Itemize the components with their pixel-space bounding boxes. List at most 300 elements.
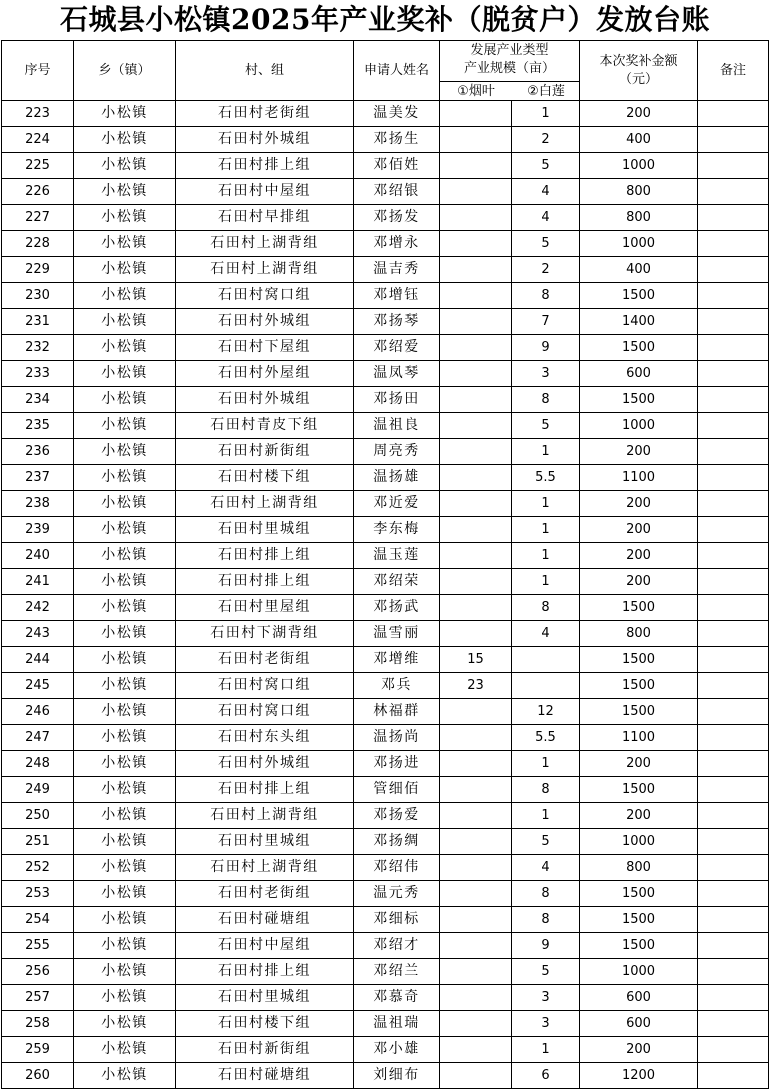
cell-tobacco-acreage xyxy=(440,439,512,465)
cell-seq: 256 xyxy=(2,959,74,985)
cell-amount: 200 xyxy=(580,543,698,569)
cell-town: 小松镇 xyxy=(74,361,176,387)
cell-village: 石田村里城组 xyxy=(176,517,354,543)
cell-lotus-acreage: 4 xyxy=(512,855,580,881)
cell-town: 小松镇 xyxy=(74,413,176,439)
cell-lotus-acreage: 8 xyxy=(512,777,580,803)
page-title: 石城县小松镇2025年产业奖补（脱贫户）发放台账 xyxy=(60,3,710,36)
cell-lotus-acreage: 1 xyxy=(512,1037,580,1063)
cell-amount: 200 xyxy=(580,751,698,777)
cell-village: 石田村青皮下组 xyxy=(176,413,354,439)
cell-amount: 1500 xyxy=(580,933,698,959)
cell-applicant-name: 温扬雄 xyxy=(354,465,440,491)
cell-village: 石田村上湖背组 xyxy=(176,855,354,881)
cell-applicant-name: 邓慕奇 xyxy=(354,985,440,1011)
cell-village: 石田村上湖背组 xyxy=(176,491,354,517)
cell-seq: 247 xyxy=(2,725,74,751)
cell-lotus-acreage: 3 xyxy=(512,985,580,1011)
cell-tobacco-acreage xyxy=(440,777,512,803)
cell-seq: 244 xyxy=(2,647,74,673)
cell-applicant-name: 邓绍荣 xyxy=(354,569,440,595)
cell-amount: 400 xyxy=(580,127,698,153)
cell-applicant-name: 邓绍兰 xyxy=(354,959,440,985)
cell-amount: 600 xyxy=(580,985,698,1011)
cell-applicant-name: 周亮秀 xyxy=(354,439,440,465)
cell-town: 小松镇 xyxy=(74,309,176,335)
cell-lotus-acreage: 2 xyxy=(512,257,580,283)
cell-lotus-acreage: 3 xyxy=(512,361,580,387)
cell-lotus-acreage xyxy=(512,673,580,699)
cell-remark xyxy=(698,543,769,569)
cell-seq: 227 xyxy=(2,205,74,231)
cell-seq: 224 xyxy=(2,127,74,153)
table-row xyxy=(2,673,769,699)
cell-amount: 1500 xyxy=(580,881,698,907)
cell-town: 小松镇 xyxy=(74,205,176,231)
cell-town: 小松镇 xyxy=(74,933,176,959)
cell-village: 石田村窝口组 xyxy=(176,673,354,699)
cell-village: 石田村老街组 xyxy=(176,647,354,673)
cell-applicant-name: 邓兵 xyxy=(354,673,440,699)
cell-tobacco-acreage xyxy=(440,257,512,283)
cell-tobacco-acreage xyxy=(440,465,512,491)
cell-amount: 1500 xyxy=(580,647,698,673)
table-row xyxy=(2,933,769,959)
cell-seq: 246 xyxy=(2,699,74,725)
cell-amount: 1400 xyxy=(580,309,698,335)
cell-town: 小松镇 xyxy=(74,283,176,309)
cell-seq: 236 xyxy=(2,439,74,465)
cell-remark xyxy=(698,1011,769,1037)
cell-town: 小松镇 xyxy=(74,699,176,725)
cell-tobacco-acreage xyxy=(440,101,512,127)
cell-lotus-acreage: 9 xyxy=(512,335,580,361)
cell-tobacco-acreage xyxy=(440,907,512,933)
cell-village: 石田村排上组 xyxy=(176,153,354,179)
cell-remark xyxy=(698,751,769,777)
cell-village: 石田村上湖背组 xyxy=(176,803,354,829)
cell-seq: 240 xyxy=(2,543,74,569)
table-row xyxy=(2,595,769,621)
cell-remark xyxy=(698,933,769,959)
cell-remark xyxy=(698,777,769,803)
cell-remark xyxy=(698,1037,769,1063)
cell-remark xyxy=(698,907,769,933)
cell-town: 小松镇 xyxy=(74,179,176,205)
cell-applicant-name: 刘细布 xyxy=(354,1063,440,1089)
cell-town: 小松镇 xyxy=(74,725,176,751)
cell-amount: 800 xyxy=(580,205,698,231)
cell-applicant-name: 温扬尚 xyxy=(354,725,440,751)
cell-applicant-name: 林福群 xyxy=(354,699,440,725)
cell-applicant-name: 邓扬发 xyxy=(354,205,440,231)
cell-tobacco-acreage xyxy=(440,595,512,621)
table-row xyxy=(2,725,769,751)
cell-village: 石田村新街组 xyxy=(176,439,354,465)
cell-village: 石田村外屋组 xyxy=(176,361,354,387)
cell-village: 石田村下湖背组 xyxy=(176,621,354,647)
cell-seq: 258 xyxy=(2,1011,74,1037)
cell-applicant-name: 温凤琴 xyxy=(354,361,440,387)
table-row xyxy=(2,127,769,153)
table-header-row xyxy=(2,41,769,101)
cell-tobacco-acreage xyxy=(440,881,512,907)
cell-seq: 233 xyxy=(2,361,74,387)
cell-seq: 251 xyxy=(2,829,74,855)
cell-town: 小松镇 xyxy=(74,595,176,621)
cell-seq: 231 xyxy=(2,309,74,335)
cell-lotus-acreage: 5.5 xyxy=(512,465,580,491)
cell-applicant-name: 邓扬田 xyxy=(354,387,440,413)
table-row xyxy=(2,257,769,283)
cell-applicant-name: 邓绍伟 xyxy=(354,855,440,881)
cell-lotus-acreage: 8 xyxy=(512,907,580,933)
table-row xyxy=(2,881,769,907)
cell-seq: 243 xyxy=(2,621,74,647)
cell-remark xyxy=(698,387,769,413)
cell-remark xyxy=(698,153,769,179)
cell-village: 石田村东头组 xyxy=(176,725,354,751)
cell-lotus-acreage: 4 xyxy=(512,621,580,647)
cell-tobacco-acreage xyxy=(440,803,512,829)
cell-town: 小松镇 xyxy=(74,491,176,517)
cell-lotus-acreage: 8 xyxy=(512,595,580,621)
cell-amount: 1200 xyxy=(580,1063,698,1089)
cell-town: 小松镇 xyxy=(74,257,176,283)
cell-applicant-name: 温祖良 xyxy=(354,413,440,439)
cell-tobacco-acreage xyxy=(440,621,512,647)
cell-tobacco-acreage xyxy=(440,829,512,855)
cell-village: 石田村外城组 xyxy=(176,387,354,413)
cell-lotus-acreage: 1 xyxy=(512,517,580,543)
table-row xyxy=(2,335,769,361)
cell-applicant-name: 温吉秀 xyxy=(354,257,440,283)
cell-tobacco-acreage xyxy=(440,1011,512,1037)
cell-applicant-name: 邓扬武 xyxy=(354,595,440,621)
cell-amount: 1500 xyxy=(580,777,698,803)
cell-amount: 1500 xyxy=(580,673,698,699)
cell-village: 石田村老街组 xyxy=(176,881,354,907)
table-row xyxy=(2,569,769,595)
cell-applicant-name: 邓增维 xyxy=(354,647,440,673)
cell-tobacco-acreage xyxy=(440,959,512,985)
cell-applicant-name: 李东梅 xyxy=(354,517,440,543)
cell-tobacco-acreage xyxy=(440,309,512,335)
cell-amount: 200 xyxy=(580,569,698,595)
cell-village: 石田村早排组 xyxy=(176,205,354,231)
table-row xyxy=(2,179,769,205)
cell-town: 小松镇 xyxy=(74,517,176,543)
cell-town: 小松镇 xyxy=(74,959,176,985)
cell-village: 石田村窝口组 xyxy=(176,283,354,309)
cell-village: 石田村里城组 xyxy=(176,829,354,855)
table-row xyxy=(2,959,769,985)
cell-town: 小松镇 xyxy=(74,985,176,1011)
cell-amount: 200 xyxy=(580,803,698,829)
table-row xyxy=(2,491,769,517)
cell-applicant-name: 温元秀 xyxy=(354,881,440,907)
cell-seq: 232 xyxy=(2,335,74,361)
cell-tobacco-acreage xyxy=(440,517,512,543)
cell-amount: 800 xyxy=(580,855,698,881)
cell-lotus-acreage: 5 xyxy=(512,153,580,179)
cell-applicant-name: 邓小雄 xyxy=(354,1037,440,1063)
header-industry-scale: 产业规模（亩） xyxy=(463,61,555,76)
cell-town: 小松镇 xyxy=(74,621,176,647)
cell-tobacco-acreage xyxy=(440,283,512,309)
cell-tobacco-acreage xyxy=(440,751,512,777)
cell-amount: 400 xyxy=(580,257,698,283)
cell-town: 小松镇 xyxy=(74,101,176,127)
cell-town: 小松镇 xyxy=(74,777,176,803)
cell-lotus-acreage: 5 xyxy=(512,413,580,439)
cell-seq: 229 xyxy=(2,257,74,283)
cell-amount: 200 xyxy=(580,439,698,465)
cell-lotus-acreage: 6 xyxy=(512,1063,580,1089)
cell-tobacco-acreage xyxy=(440,725,512,751)
table-row xyxy=(2,283,769,309)
header-lotus: ②白莲 xyxy=(527,84,565,99)
cell-applicant-name: 温玉莲 xyxy=(354,543,440,569)
cell-lotus-acreage: 4 xyxy=(512,205,580,231)
table-row xyxy=(2,1037,769,1063)
cell-town: 小松镇 xyxy=(74,881,176,907)
cell-seq: 245 xyxy=(2,673,74,699)
cell-applicant-name: 温祖瑞 xyxy=(354,1011,440,1037)
cell-applicant-name: 邓增钰 xyxy=(354,283,440,309)
cell-tobacco-acreage xyxy=(440,361,512,387)
table-row xyxy=(2,751,769,777)
cell-town: 小松镇 xyxy=(74,751,176,777)
table-row xyxy=(2,777,769,803)
table-row xyxy=(2,855,769,881)
cell-village: 石田村外城组 xyxy=(176,309,354,335)
cell-village: 石田村中屋组 xyxy=(176,933,354,959)
cell-remark xyxy=(698,881,769,907)
cell-seq: 226 xyxy=(2,179,74,205)
cell-village: 石田村排上组 xyxy=(176,959,354,985)
cell-remark xyxy=(698,569,769,595)
cell-applicant-name: 邓细标 xyxy=(354,907,440,933)
cell-applicant-name: 邓扬生 xyxy=(354,127,440,153)
cell-remark xyxy=(698,101,769,127)
cell-seq: 252 xyxy=(2,855,74,881)
cell-lotus-acreage: 4 xyxy=(512,179,580,205)
cell-village: 石田村老街组 xyxy=(176,101,354,127)
cell-remark xyxy=(698,257,769,283)
cell-remark xyxy=(698,309,769,335)
cell-amount: 1000 xyxy=(580,959,698,985)
cell-seq: 223 xyxy=(2,101,74,127)
table-row xyxy=(2,1063,769,1089)
cell-tobacco-acreage xyxy=(440,179,512,205)
cell-town: 小松镇 xyxy=(74,829,176,855)
cell-seq: 254 xyxy=(2,907,74,933)
cell-seq: 259 xyxy=(2,1037,74,1063)
cell-lotus-acreage: 5.5 xyxy=(512,725,580,751)
table-row xyxy=(2,387,769,413)
cell-tobacco-acreage xyxy=(440,1037,512,1063)
cell-tobacco-acreage xyxy=(440,985,512,1011)
cell-remark xyxy=(698,179,769,205)
cell-tobacco-acreage xyxy=(440,543,512,569)
cell-town: 小松镇 xyxy=(74,439,176,465)
cell-lotus-acreage: 2 xyxy=(512,127,580,153)
header-industry xyxy=(440,41,580,101)
header-amount-unit: （元） xyxy=(618,71,658,87)
cell-seq: 228 xyxy=(2,231,74,257)
cell-town: 小松镇 xyxy=(74,153,176,179)
cell-lotus-acreage: 1 xyxy=(512,491,580,517)
header-town: 乡（镇） xyxy=(74,41,176,101)
cell-town: 小松镇 xyxy=(74,647,176,673)
cell-remark xyxy=(698,803,769,829)
cell-applicant-name: 邓扬绸 xyxy=(354,829,440,855)
cell-village: 石田村上湖背组 xyxy=(176,231,354,257)
cell-village: 石田村楼下组 xyxy=(176,1011,354,1037)
cell-village: 石田村窝口组 xyxy=(176,699,354,725)
header-remark: 备注 xyxy=(698,41,769,101)
cell-tobacco-acreage xyxy=(440,1063,512,1089)
cell-tobacco-acreage xyxy=(440,933,512,959)
cell-remark xyxy=(698,1063,769,1089)
cell-tobacco-acreage xyxy=(440,491,512,517)
table-row xyxy=(2,803,769,829)
cell-seq: 239 xyxy=(2,517,74,543)
header-tobacco: ①烟叶 xyxy=(457,84,495,99)
cell-tobacco-acreage xyxy=(440,699,512,725)
cell-tobacco-acreage xyxy=(440,205,512,231)
cell-lotus-acreage: 1 xyxy=(512,543,580,569)
cell-town: 小松镇 xyxy=(74,855,176,881)
table-row xyxy=(2,231,769,257)
cell-remark xyxy=(698,517,769,543)
table-row xyxy=(2,153,769,179)
cell-lotus-acreage: 8 xyxy=(512,387,580,413)
cell-remark xyxy=(698,361,769,387)
subsidy-ledger-table xyxy=(1,40,769,1089)
cell-village: 石田村中屋组 xyxy=(176,179,354,205)
cell-seq: 241 xyxy=(2,569,74,595)
cell-applicant-name: 邓绍银 xyxy=(354,179,440,205)
cell-town: 小松镇 xyxy=(74,127,176,153)
cell-applicant-name: 邓绍爱 xyxy=(354,335,440,361)
cell-amount: 1100 xyxy=(580,725,698,751)
cell-seq: 257 xyxy=(2,985,74,1011)
cell-lotus-acreage: 5 xyxy=(512,959,580,985)
cell-village: 石田村排上组 xyxy=(176,569,354,595)
cell-remark xyxy=(698,855,769,881)
table-body xyxy=(2,101,769,1089)
cell-remark xyxy=(698,725,769,751)
cell-amount: 200 xyxy=(580,1037,698,1063)
cell-town: 小松镇 xyxy=(74,1063,176,1089)
cell-town: 小松镇 xyxy=(74,803,176,829)
cell-amount: 200 xyxy=(580,491,698,517)
cell-lotus-acreage: 1 xyxy=(512,751,580,777)
cell-tobacco-acreage: 23 xyxy=(440,673,512,699)
cell-town: 小松镇 xyxy=(74,231,176,257)
cell-seq: 253 xyxy=(2,881,74,907)
cell-amount: 1500 xyxy=(580,335,698,361)
table-row xyxy=(2,439,769,465)
cell-lotus-acreage: 7 xyxy=(512,309,580,335)
cell-applicant-name: 温雪丽 xyxy=(354,621,440,647)
cell-applicant-name: 温美发 xyxy=(354,101,440,127)
cell-remark xyxy=(698,621,769,647)
cell-lotus-acreage: 5 xyxy=(512,231,580,257)
cell-town: 小松镇 xyxy=(74,543,176,569)
table-row xyxy=(2,699,769,725)
cell-amount: 1000 xyxy=(580,413,698,439)
cell-seq: 255 xyxy=(2,933,74,959)
cell-lotus-acreage: 5 xyxy=(512,829,580,855)
table-row xyxy=(2,829,769,855)
table-row xyxy=(2,647,769,673)
cell-lotus-acreage: 3 xyxy=(512,1011,580,1037)
cell-amount: 200 xyxy=(580,101,698,127)
cell-amount: 600 xyxy=(580,361,698,387)
cell-remark xyxy=(698,335,769,361)
cell-lotus-acreage: 1 xyxy=(512,803,580,829)
cell-remark xyxy=(698,439,769,465)
cell-remark xyxy=(698,829,769,855)
cell-remark xyxy=(698,673,769,699)
table-row xyxy=(2,309,769,335)
cell-seq: 249 xyxy=(2,777,74,803)
cell-town: 小松镇 xyxy=(74,1037,176,1063)
cell-village: 石田村排上组 xyxy=(176,543,354,569)
cell-applicant-name: 管细佰 xyxy=(354,777,440,803)
table-row xyxy=(2,621,769,647)
table-row xyxy=(2,1011,769,1037)
cell-town: 小松镇 xyxy=(74,569,176,595)
cell-seq: 238 xyxy=(2,491,74,517)
cell-remark xyxy=(698,959,769,985)
cell-remark xyxy=(698,283,769,309)
cell-village: 石田村碰塘组 xyxy=(176,1063,354,1089)
cell-applicant-name: 邓绍才 xyxy=(354,933,440,959)
cell-tobacco-acreage xyxy=(440,569,512,595)
cell-lotus-acreage: 8 xyxy=(512,283,580,309)
table-row xyxy=(2,543,769,569)
cell-remark xyxy=(698,985,769,1011)
cell-applicant-name: 邓近爱 xyxy=(354,491,440,517)
cell-lotus-acreage: 1 xyxy=(512,439,580,465)
header-village: 村、组 xyxy=(176,41,354,101)
cell-seq: 235 xyxy=(2,413,74,439)
cell-amount: 800 xyxy=(580,179,698,205)
cell-village: 石田村外城组 xyxy=(176,127,354,153)
header-industry-subcolumns xyxy=(440,81,579,101)
cell-tobacco-acreage xyxy=(440,153,512,179)
table-row xyxy=(2,517,769,543)
table-row xyxy=(2,413,769,439)
header-amount-label: 本次奖补金额 xyxy=(599,53,678,69)
cell-seq: 237 xyxy=(2,465,74,491)
cell-remark xyxy=(698,465,769,491)
cell-village: 石田村新街组 xyxy=(176,1037,354,1063)
cell-amount: 800 xyxy=(580,621,698,647)
cell-amount: 1000 xyxy=(580,829,698,855)
cell-village: 石田村楼下组 xyxy=(176,465,354,491)
cell-amount: 600 xyxy=(580,1011,698,1037)
cell-amount: 1500 xyxy=(580,595,698,621)
cell-seq: 260 xyxy=(2,1063,74,1089)
cell-lotus-acreage: 1 xyxy=(512,101,580,127)
cell-town: 小松镇 xyxy=(74,335,176,361)
cell-village: 石田村排上组 xyxy=(176,777,354,803)
